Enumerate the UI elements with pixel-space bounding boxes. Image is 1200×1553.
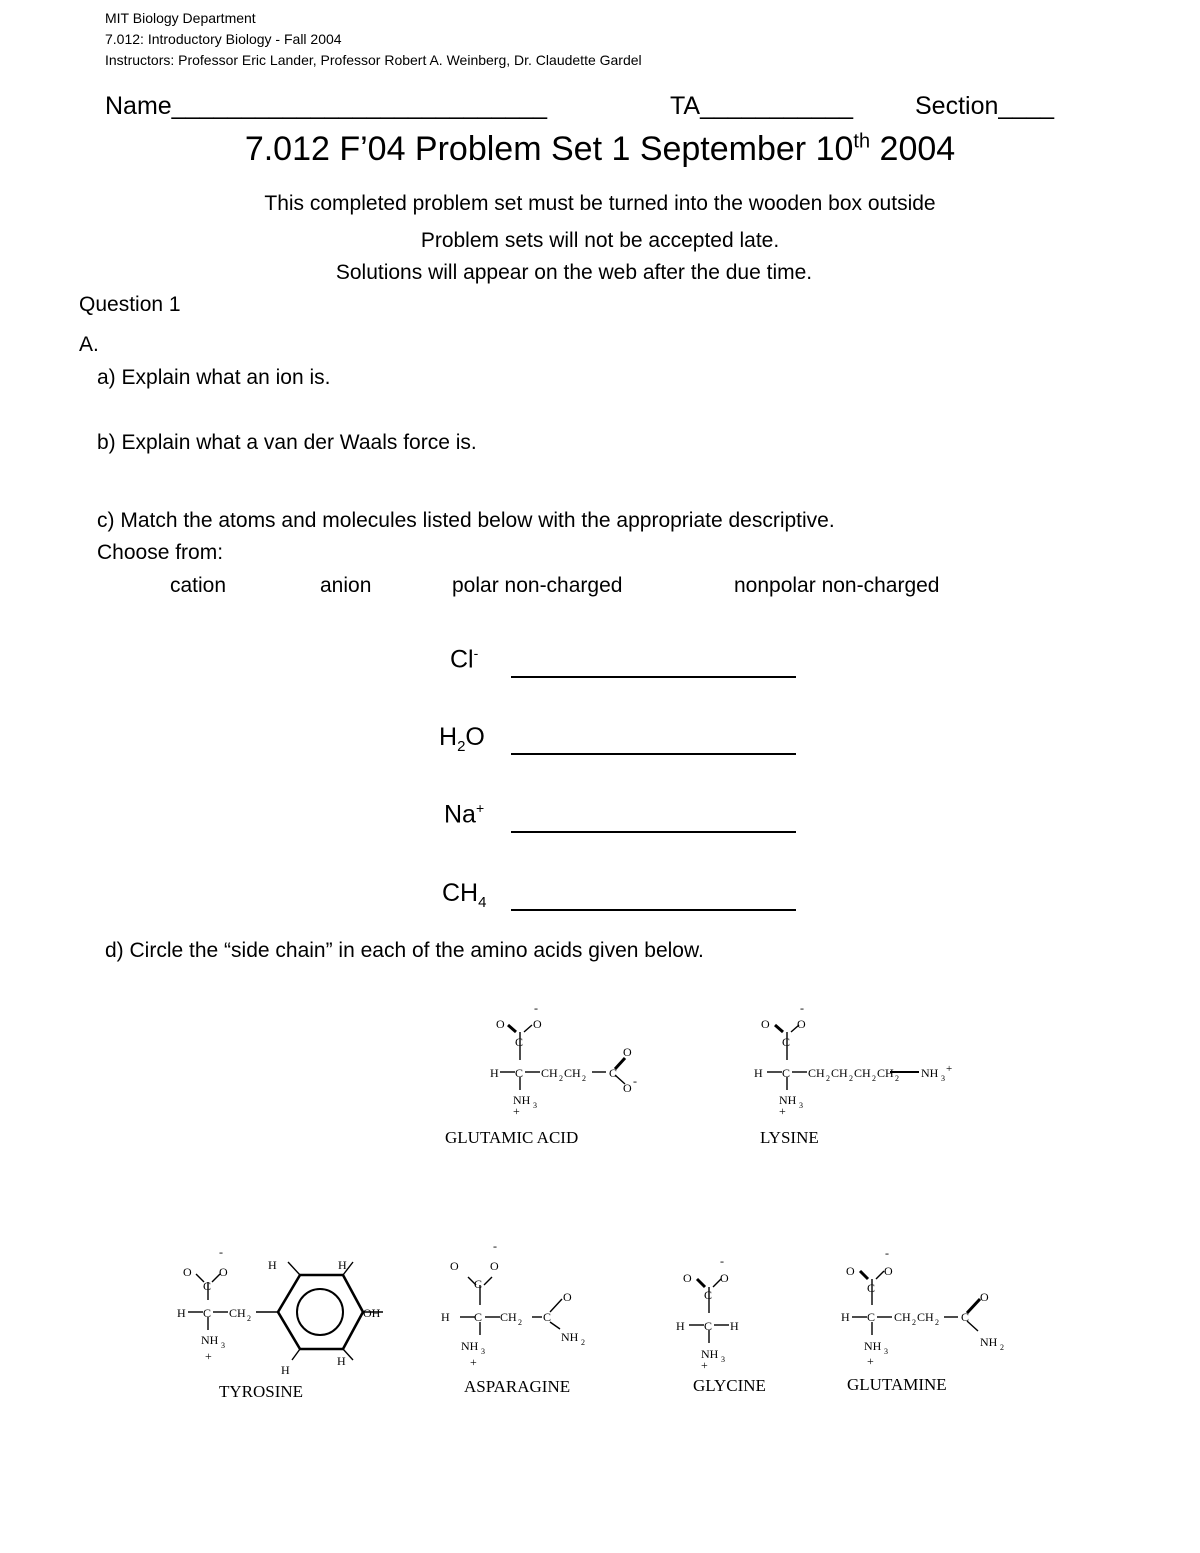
svg-text:2: 2 xyxy=(895,1074,899,1083)
svg-text:H: H xyxy=(281,1363,290,1377)
sodium-base: Na xyxy=(444,800,476,829)
svg-text:3: 3 xyxy=(481,1347,485,1356)
svg-text:3: 3 xyxy=(799,1101,803,1110)
svg-text:C: C xyxy=(203,1279,212,1293)
svg-text:NH: NH xyxy=(864,1339,882,1353)
svg-text:+: + xyxy=(470,1355,477,1369)
amino-acid-structures xyxy=(0,990,1200,1410)
svg-text:H: H xyxy=(441,1310,450,1324)
department-label: MIT Biology Department xyxy=(105,10,256,26)
svg-text:+: + xyxy=(513,1104,520,1118)
svg-text:NH: NH xyxy=(779,1093,797,1107)
svg-text:-: - xyxy=(219,1245,223,1259)
svg-text:CH: CH xyxy=(831,1066,848,1080)
svg-text:2: 2 xyxy=(935,1318,939,1327)
svg-text:2: 2 xyxy=(581,1338,585,1347)
svg-text:-: - xyxy=(720,1254,724,1268)
svg-text:2: 2 xyxy=(518,1318,522,1327)
answer-line-sodium xyxy=(511,831,796,833)
choice-polar: polar non-charged xyxy=(452,574,623,597)
svg-text:CH: CH xyxy=(894,1310,911,1324)
svg-text:O: O xyxy=(490,1259,499,1273)
svg-text:O: O xyxy=(720,1271,729,1285)
svg-text:O: O xyxy=(980,1290,989,1304)
svg-text:O: O xyxy=(797,1017,806,1031)
svg-text:O: O xyxy=(183,1265,192,1279)
title-year: 2004 xyxy=(870,130,956,168)
course-label: 7.012: Introductory Biology - Fall 2004 xyxy=(105,31,342,47)
choose-label: Choose from: xyxy=(97,541,224,564)
svg-text:3: 3 xyxy=(221,1341,225,1350)
svg-text:2: 2 xyxy=(826,1074,830,1083)
svg-text:2: 2 xyxy=(1000,1343,1004,1352)
question-d: d) Circle the “side chain” in each of the amino acids given below. xyxy=(105,939,704,962)
svg-text:CH: CH xyxy=(917,1310,934,1324)
svg-text:H: H xyxy=(676,1319,685,1333)
svg-text:O: O xyxy=(533,1017,542,1031)
svg-text:2: 2 xyxy=(849,1074,853,1083)
svg-text:O: O xyxy=(496,1017,505,1031)
svg-text:H: H xyxy=(338,1258,347,1272)
svg-text:O: O xyxy=(884,1264,893,1278)
label-glycine: GLYCINE xyxy=(693,1376,766,1395)
svg-text:C: C xyxy=(474,1277,483,1291)
svg-text:O: O xyxy=(563,1290,572,1304)
question-b: b) Explain what a van der Waals force is. xyxy=(97,431,477,454)
svg-text:OH: OH xyxy=(363,1306,381,1320)
label-glutamine: GLUTAMINE xyxy=(847,1375,947,1394)
label-glutamic-acid: GLUTAMIC ACID xyxy=(445,1128,579,1147)
part-label: A. xyxy=(79,333,99,356)
svg-text:H: H xyxy=(177,1306,186,1320)
svg-text:3: 3 xyxy=(884,1347,888,1356)
water-o: O xyxy=(465,723,485,751)
svg-text:H: H xyxy=(730,1319,739,1333)
svg-text:CH: CH xyxy=(229,1306,246,1320)
svg-text:H: H xyxy=(490,1066,499,1080)
title-main: 7.012 F’04 Problem Set 1 September 10 xyxy=(244,130,854,168)
instructors-label: Instructors: Professor Eric Lander, Professor Robert A. Weinberg, Dr. Claudette Gardel xyxy=(105,52,642,68)
svg-text:3: 3 xyxy=(941,1074,945,1083)
svg-text:-: - xyxy=(534,1001,538,1015)
svg-text:2: 2 xyxy=(582,1074,586,1083)
svg-text:O: O xyxy=(623,1045,632,1059)
svg-text:+: + xyxy=(701,1358,708,1372)
svg-text:C: C xyxy=(515,1035,524,1049)
page-title xyxy=(0,130,1200,169)
methane-subscript: 4 xyxy=(478,894,487,911)
instruction-2: Problem sets will not be accepted late. xyxy=(420,229,780,252)
svg-text:O: O xyxy=(683,1271,692,1285)
svg-text:O: O xyxy=(846,1264,855,1278)
svg-text:H: H xyxy=(841,1310,850,1324)
instruction-1: This completed problem set must be turned into the wooden box outside xyxy=(264,192,936,215)
instruction-3: Solutions will appear on the web after the due time. xyxy=(335,261,813,284)
svg-text:3: 3 xyxy=(721,1355,725,1364)
svg-text:C: C xyxy=(704,1319,713,1333)
label-tyrosine: TYROSINE xyxy=(219,1382,304,1401)
name-field: Name___________________________ xyxy=(105,92,548,120)
svg-text:CH: CH xyxy=(564,1066,581,1080)
svg-text:NH: NH xyxy=(561,1330,579,1344)
svg-text:+: + xyxy=(946,1063,953,1075)
answer-line-water xyxy=(511,753,796,755)
methane-base: CH xyxy=(442,879,479,907)
svg-text:O: O xyxy=(450,1259,459,1273)
svg-text:NH: NH xyxy=(513,1093,531,1107)
svg-text:CH: CH xyxy=(854,1066,871,1080)
question-a: a) Explain what an ion is. xyxy=(97,366,331,389)
svg-text:-: - xyxy=(493,1239,497,1253)
svg-text:C: C xyxy=(203,1306,212,1320)
svg-text:+: + xyxy=(867,1354,874,1368)
chloride-charge: - xyxy=(473,645,479,661)
svg-text:CH: CH xyxy=(541,1066,558,1080)
svg-text:NH: NH xyxy=(701,1347,719,1361)
species-water xyxy=(439,723,485,755)
answer-line-methane xyxy=(511,909,796,911)
choice-cation: cation xyxy=(170,574,227,597)
svg-text:CH: CH xyxy=(877,1066,894,1080)
svg-text:H: H xyxy=(268,1258,277,1272)
svg-text:C: C xyxy=(961,1310,970,1324)
svg-text:2: 2 xyxy=(247,1314,251,1323)
ta-field: TA___________ xyxy=(670,92,854,120)
species-sodium xyxy=(444,800,484,829)
water-h: H xyxy=(439,723,458,751)
svg-text:-: - xyxy=(885,1246,889,1260)
svg-text:O: O xyxy=(761,1017,770,1031)
svg-text:O: O xyxy=(623,1081,632,1095)
section-field: Section____ xyxy=(915,92,1055,120)
svg-text:2: 2 xyxy=(872,1074,876,1083)
svg-text:NH: NH xyxy=(921,1066,939,1080)
svg-text:C: C xyxy=(704,1288,713,1302)
choice-anion: anion xyxy=(320,574,372,597)
svg-text:NH: NH xyxy=(980,1335,998,1349)
svg-text:C: C xyxy=(515,1066,524,1080)
svg-text:-: - xyxy=(633,1074,637,1088)
svg-text:CH: CH xyxy=(500,1310,517,1324)
svg-text:C: C xyxy=(867,1310,876,1324)
label-lysine: LYSINE xyxy=(760,1128,819,1147)
sodium-charge: + xyxy=(475,800,485,816)
svg-text:CH: CH xyxy=(808,1066,825,1080)
svg-text:O: O xyxy=(219,1265,228,1279)
svg-text:-: - xyxy=(800,1001,804,1015)
answer-line-chloride xyxy=(511,676,796,678)
svg-text:C: C xyxy=(543,1310,552,1324)
svg-text:C: C xyxy=(867,1281,876,1295)
choice-nonpolar: nonpolar non-charged xyxy=(734,574,940,597)
species-chloride xyxy=(450,645,478,674)
question-c: c) Match the atoms and molecules listed below with the appropriate descriptive. xyxy=(97,509,835,532)
label-asparagine: ASPARAGINE xyxy=(464,1377,571,1396)
water-subscript: 2 xyxy=(457,738,466,755)
svg-text:2: 2 xyxy=(912,1318,916,1327)
chloride-base: Cl xyxy=(450,645,474,674)
svg-text:C: C xyxy=(609,1066,618,1080)
question-heading: Question 1 xyxy=(79,293,181,316)
svg-text:H: H xyxy=(337,1354,346,1368)
svg-text:C: C xyxy=(782,1066,791,1080)
species-methane xyxy=(442,879,486,911)
svg-text:C: C xyxy=(474,1310,483,1324)
svg-text:2: 2 xyxy=(559,1074,563,1083)
svg-text:NH: NH xyxy=(461,1339,479,1353)
svg-text:C: C xyxy=(782,1035,791,1049)
svg-text:H: H xyxy=(754,1066,763,1080)
svg-text:+: + xyxy=(779,1104,786,1118)
svg-text:NH: NH xyxy=(201,1333,219,1347)
svg-text:3: 3 xyxy=(533,1101,537,1110)
title-superscript: th xyxy=(853,130,871,153)
svg-text:+: + xyxy=(205,1349,212,1363)
